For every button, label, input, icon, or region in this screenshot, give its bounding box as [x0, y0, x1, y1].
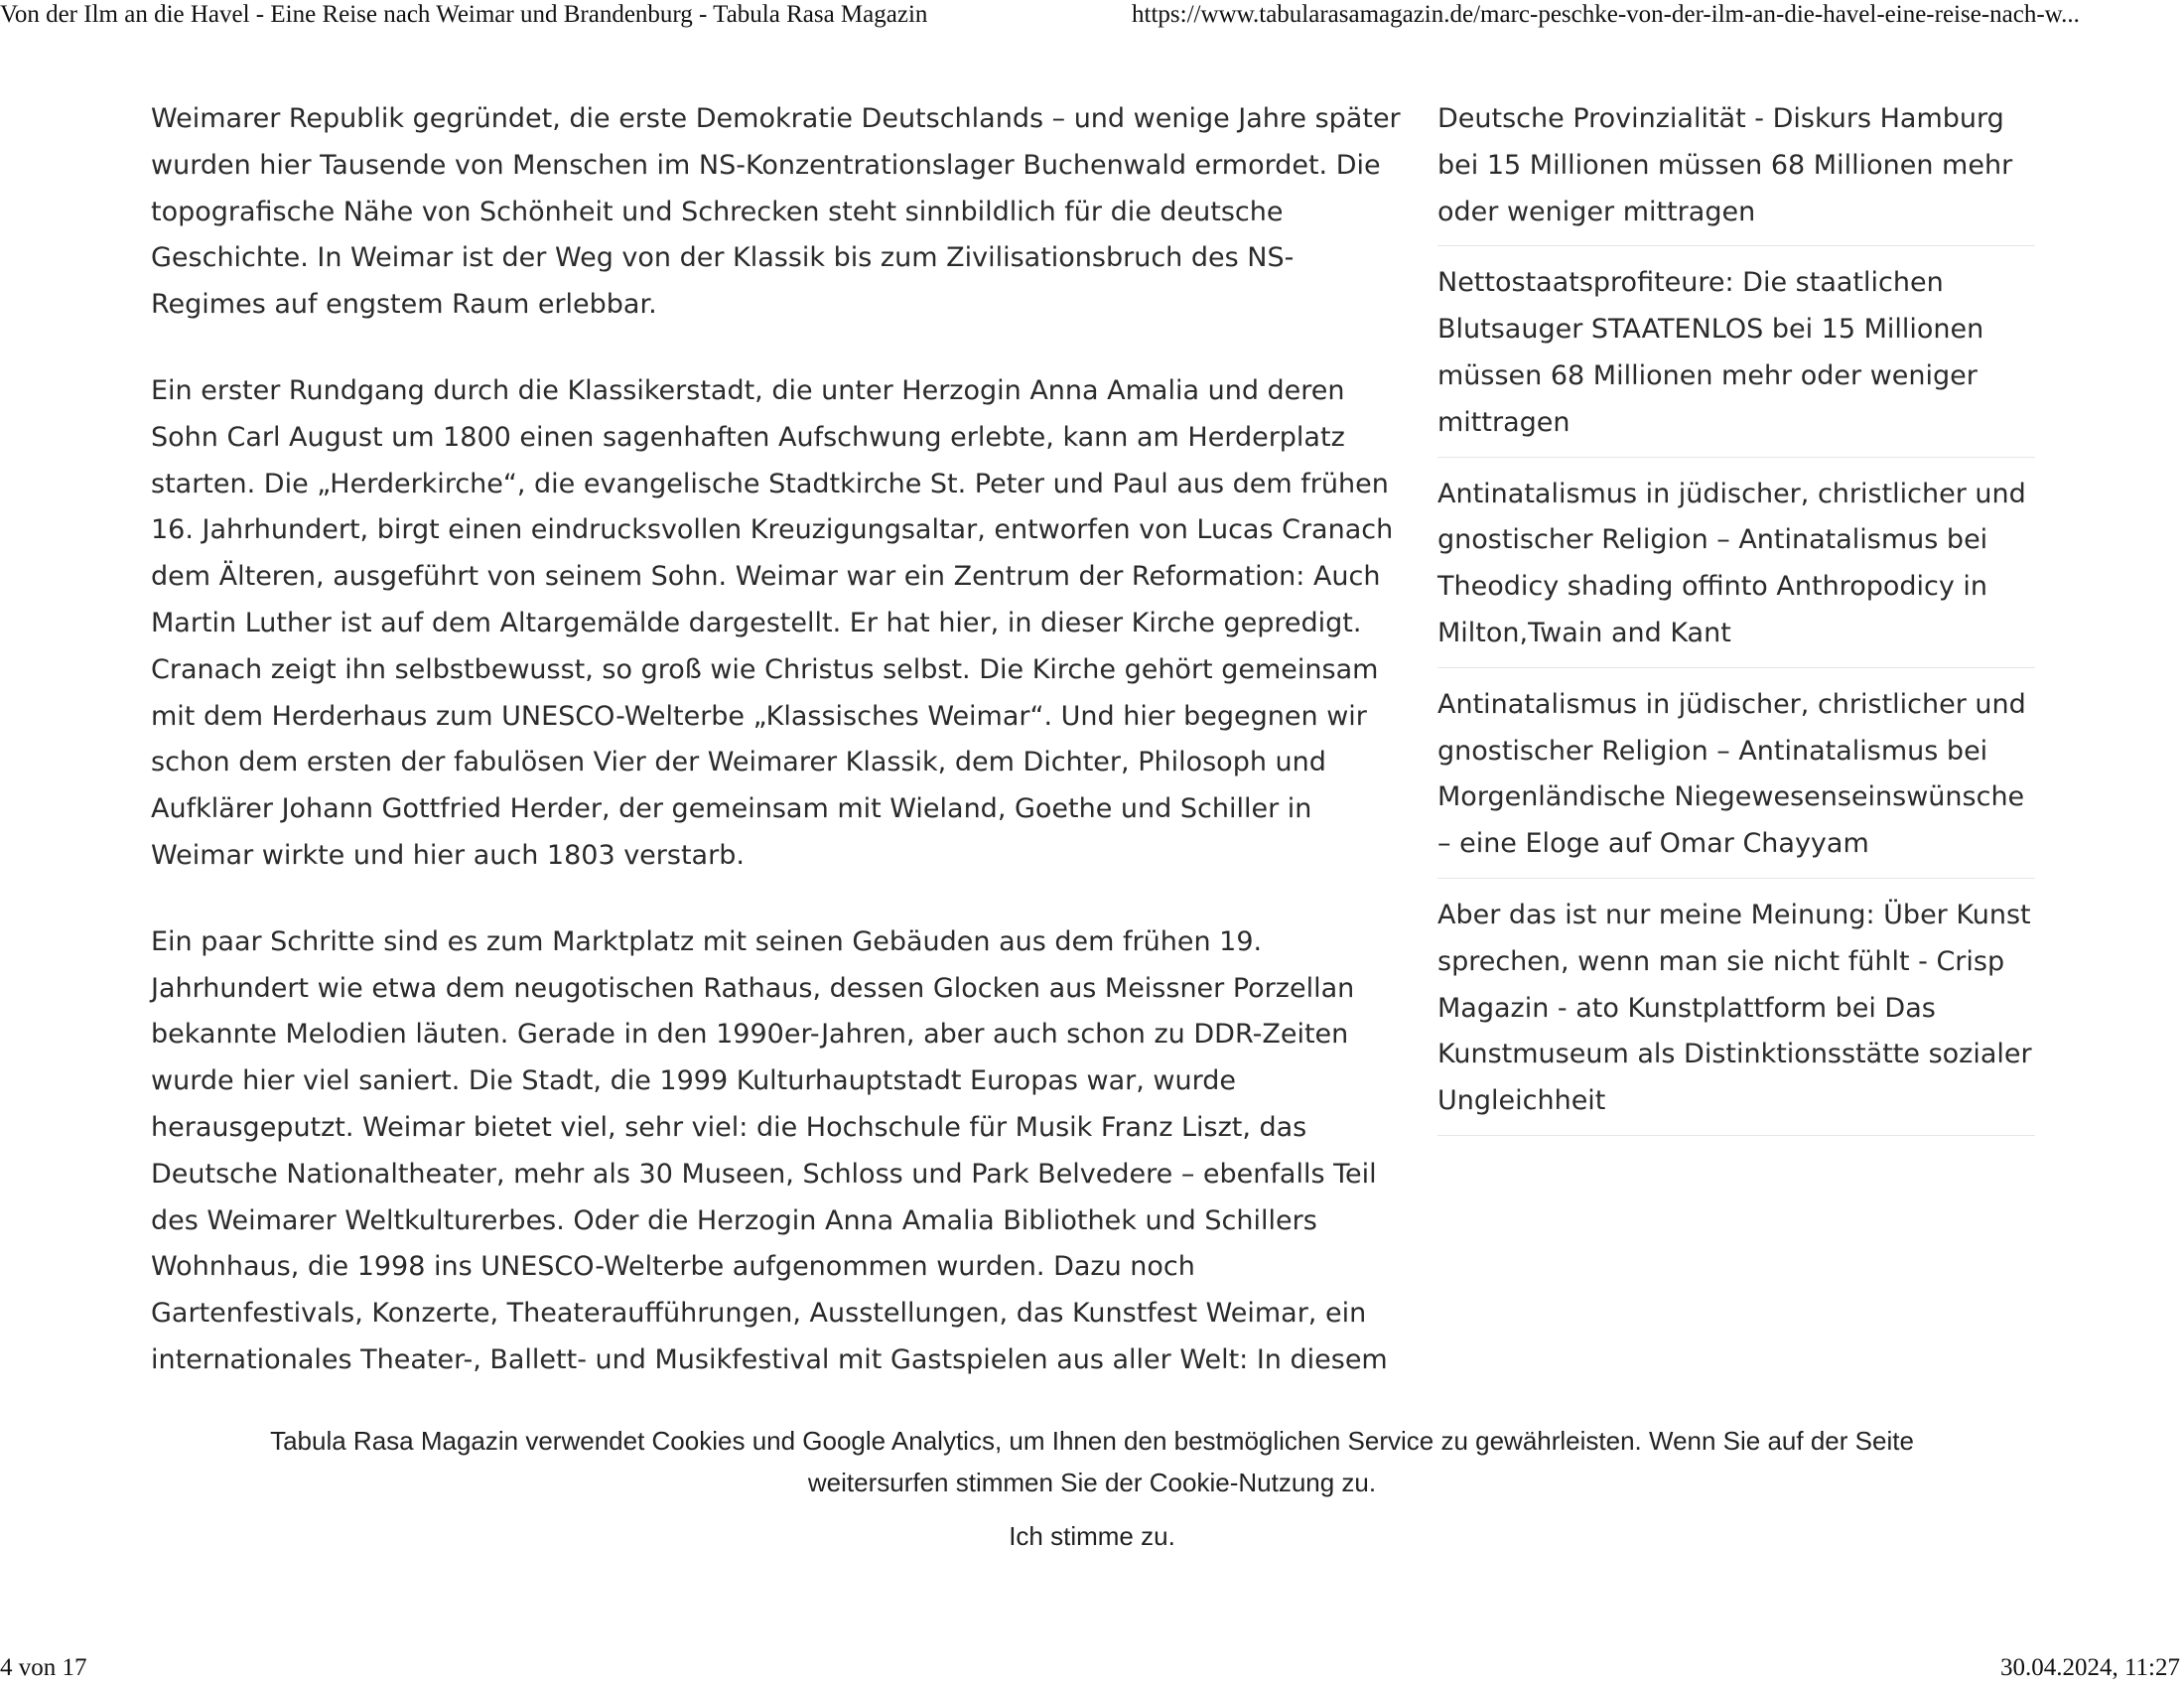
article-paragraph: Ein paar Schritte sind es zum Marktplatz mit seinen Gebäuden aus dem frühen 19. Jahrhundert wie etwa dem neugotischen Rathaus, dessen Glocken aus Meissner Porzellan bekannte Melodien läuten. Gerade in den 1990er-Jahren, aber auch schon zu DDR-Zeiten wurde hier viel saniert. Die Stadt, die 1999 Kulturhauptstadt Europas war, wurde herausgeputzt. Weimar bietet viel, sehr viel: die Hochschule für Musik Franz Liszt, das Deutsche Nationaltheater, mehr als 30 Museen, Schloss und Park Belvedere – ebenfalls Teil des Weimarer Weltkulturerbes. Oder die Herzogin Anna Amalia Bibliothek und Schillers Wohnhaus, die 1998 ins UNESCO-Welterbe aufgenommen wurden. Dazu noch Gartenfestivals, Konzerte, Theateraufführungen, Ausstellungen, das Kunstfest Weimar, ein internationales Theater-, Ballett- und Musikfestival mit Gastspielen aus aller Welt: In diesem: [151, 925, 1388, 1375]
cookie-banner: [0, 1420, 2184, 1557]
article-paragraph: Ein erster Rundgang durch die Klassikerstadt, die unter Herzogin Anna Amalia und deren Sohn Carl August um 1800 einen sagenhaften Aufschwung erlebte, kann am Herderplatz starten. Die „Herderkirche“, die evangelische Stadtkirche St. Peter und Paul aus dem frühen 16. Jahrhundert, birgt einen eindrucksvollen Kreuzigungsaltar, entworfen von Lucas Cranach dem Älteren, ausgeführt von seinem Sohn. Weimar war ein Zentrum der Reformation: Auch Martin Luther ist auf dem Altargemälde dargestellt. Er hat hier, in dieser Kirche gepredigt. Cranach zeigt ihn selbstbewusst, so groß wie Christus selbst. Die Kirche gehört gemeinsam mit dem Herderhaus zum UNESCO-Welterbe „Klassisches Weimar“. Und hier begegnen wir schon dem ersten der fabulösen Vier der Weimarer Klassik, dem Dichter, Philosoph und Aufklärer Johann Gottfried Herder, der gemeinsam mit Wieland, Goethe und Schiller in Weimar wirkte und hier auch 1803 verstarb.: [151, 374, 1394, 871]
print-header-title: Von der Ilm an die Havel - Eine Reise nach Weimar und Brandenburg - Tabula Rasa Magazin: [0, 1, 928, 28]
print-header: [0, 0, 2184, 40]
sidebar-comment-link[interactable]: Antinatalismus in jüdischer, christlicher und gnostischer Religion – Antinatalismus bei Theodicy shading offinto Anthropodicy in Milton,Twain and Kant: [1437, 472, 2035, 668]
cookie-notice-text: Tabula Rasa Magazin verwendet Cookies und Google Analytics, um Ihnen den bestmöglichen Service zu gewährleisten. Wenn Sie auf der Seite weitersurfen stimmen Sie der Cookie-Nutzung zu.: [270, 1426, 1914, 1497]
print-timestamp: 30.04.2024, 11:27: [1999, 1654, 2180, 1681]
page-number: 4 von 17: [0, 1654, 87, 1681]
article-body: [151, 96, 1402, 1424]
sidebar-comment-link[interactable]: Deutsche Provinzialität - Diskurs Hamburg bei 15 Millionen müssen 68 Millionen mehr oder weniger mittragen: [1437, 96, 2035, 246]
sidebar-comment-link[interactable]: Aber das ist nur meine Meinung: Über Kunst sprechen, wenn man sie nicht fühlt - Crisp Magazin - ato Kunstplattform bei Das Kunstmuseum als Distinktionsstätte sozialer Ungleichheit: [1437, 893, 2035, 1136]
recent-comments-sidebar: [1437, 96, 2035, 1150]
article-paragraph: Weimarer Republik gegründet, die erste Demokratie Deutschlands – und wenige Jahre später wurden hier Tausende von Menschen im NS-Konzentrationslager Buchenwald ermordet. Die topografische Nähe von Schönheit und Schrecken steht sinnbildlich für die deutsche Geschichte. In Weimar ist der Weg von der Klassik bis zum Zivilisationsbruch des NS-Regimes auf engstem Raum erlebbar.: [151, 103, 1401, 321]
sidebar-comment-link[interactable]: Nettostaatsprofiteure: Die staatlichen Blutsauger STAATENLOS bei 15 Millionen müssen 68 Millionen mehr oder weniger mittragen: [1437, 260, 2035, 457]
sidebar-comment-link[interactable]: Antinatalismus in jüdischer, christlicher und gnostischer Religion – Antinatalismus bei Morgenländische Niegewesenseinswünsche – eine Eloge auf Omar Chayyam: [1437, 682, 2035, 879]
cookie-accept-button[interactable]: Ich stimme zu.: [1009, 1521, 1175, 1551]
print-header-url: https://www.tabularasamagazin.de/marc-peschke-von-der-ilm-an-die-havel-eine-reise-nach-w...: [1132, 1, 2080, 28]
